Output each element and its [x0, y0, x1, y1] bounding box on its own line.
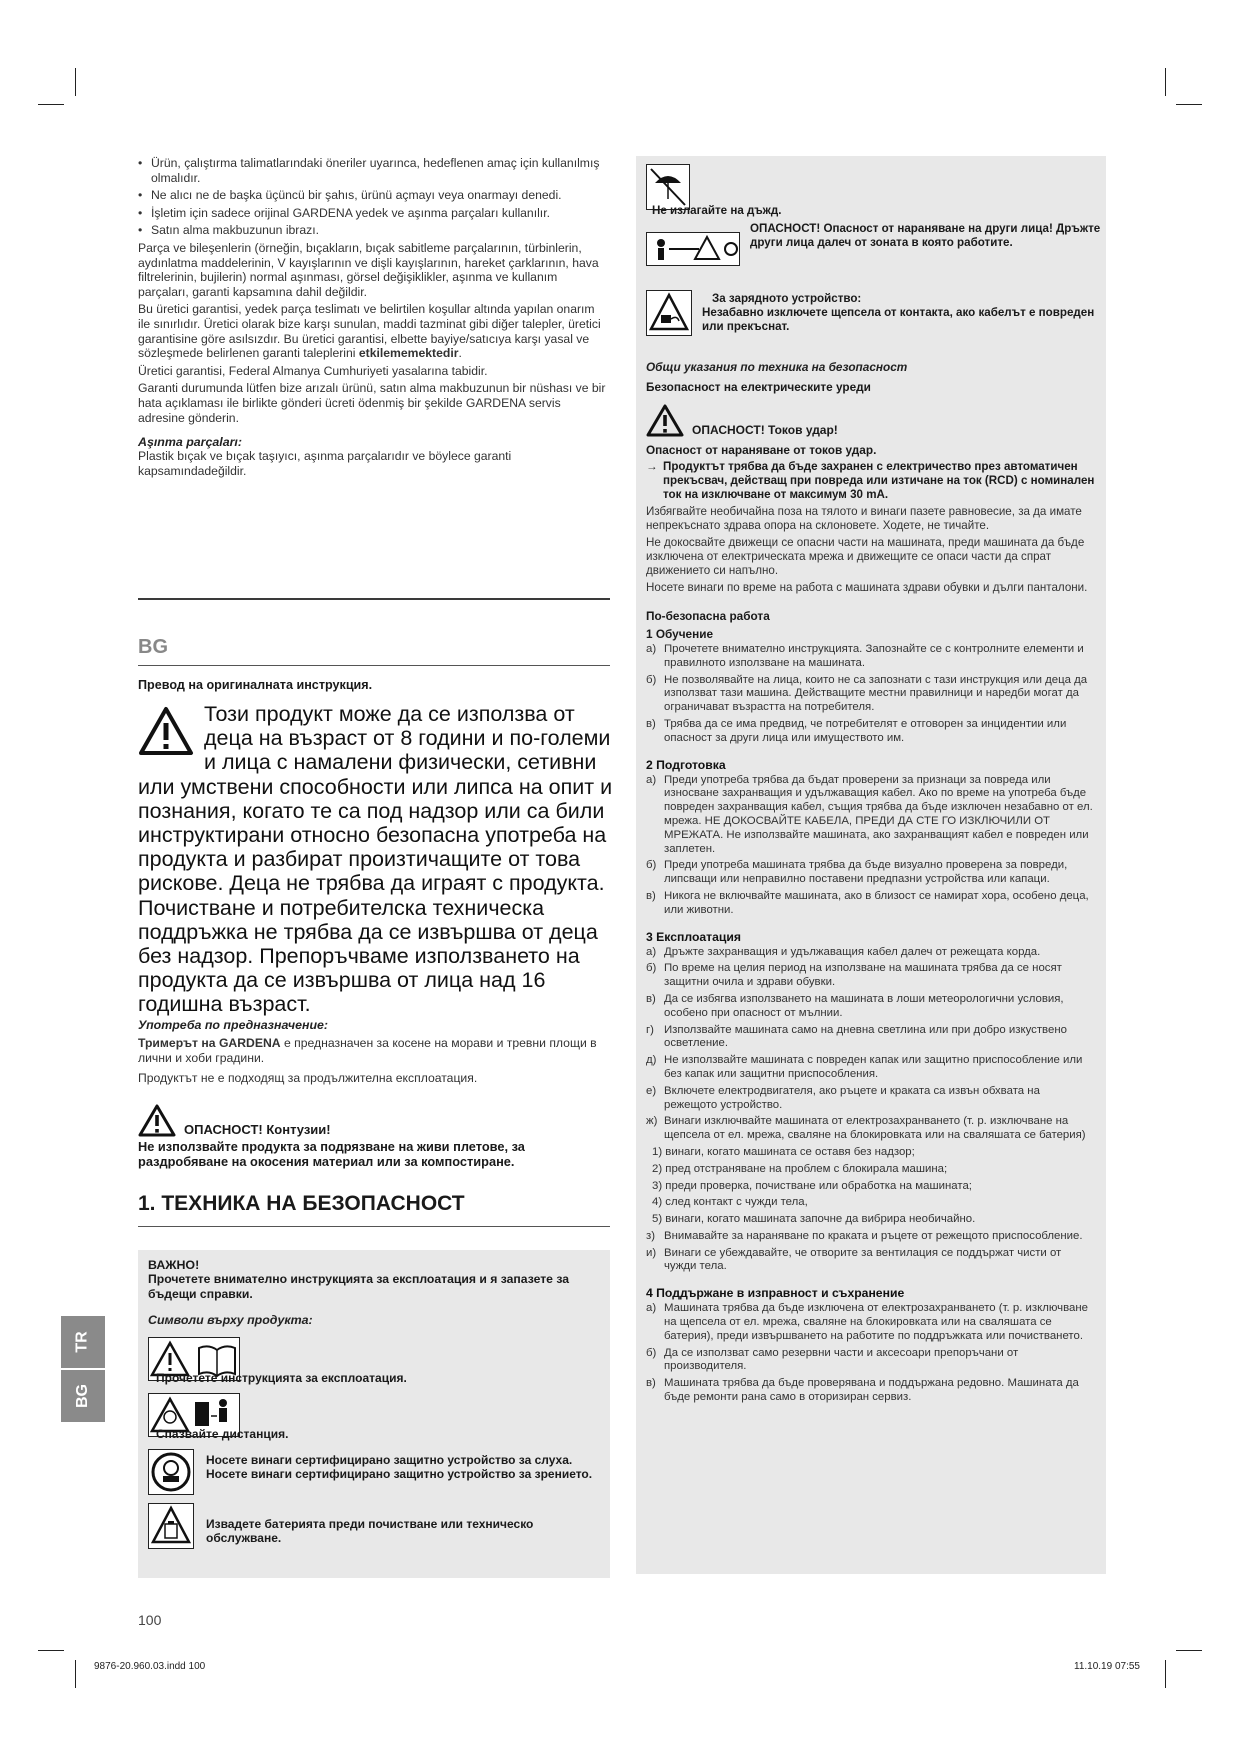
- divider: [138, 1226, 610, 1227]
- list-item: и) Винаги се убеждавайте, че отворите за вентилация се поддържат чисти от чужди тела.: [646, 1246, 1062, 1273]
- rain-symbol-row: Не излагайте на дъжд.: [646, 164, 1096, 216]
- list-item: • Ne alıcı ne de başka üçüncü bir şahıs, ürünü açmayı veya onarmayı denedi.: [138, 188, 610, 203]
- intended-use: Употреба по предназначение: Тримерът на GARDENA е предназначен за косене на морави и тревни площи в лични и хоби градини. Продуктът не е подходящ за продължителна експлоатация.: [138, 1018, 597, 1086]
- charger-row: За зарядното устройство: Незабавно изключете щепсела от контакта, ако кабелът е повреден или прекъснат.: [646, 288, 1096, 346]
- footer-file: 9876-20.960.03.indd 100: [94, 1661, 206, 1672]
- list-item: б) По време на целия период на използване на машината трябва да се носят защитни очила и здрави обувки.: [646, 962, 1062, 989]
- list-item: д) Не използвайте машината с повреден капак или защитно приспособление или без капак или защитни приспособления.: [646, 1054, 1083, 1080]
- symbol-row: Носете винаги сертифицирано защитно устройство за слуха. Носете винаги сертифицирано защитно устройство за зрението.: [148, 1449, 600, 1495]
- list-item: • Satın alma makbuzunun ibrazı.: [138, 223, 610, 238]
- preparation-list: [646, 774, 1096, 918]
- symbol-row: Извадете батерията преди почистване или техническо обслужване.: [148, 1503, 600, 1549]
- footer-date: 11.10.19 07:55: [1074, 1661, 1140, 1672]
- crop-mark: [38, 1650, 64, 1651]
- wear-parts-heading: Aşınma parçaları:: [138, 435, 242, 450]
- keep-others-away-icon: [646, 232, 740, 266]
- side-tab-tr: TR: [61, 1316, 105, 1368]
- crop-mark: [38, 104, 64, 105]
- left-column: [138, 156, 610, 478]
- training-list: [646, 643, 1096, 746]
- symbol-row: Спазвайте дистанция.: [148, 1393, 600, 1441]
- right-column: Не излагайте на дъжд. ОПАСНОСТ! Опасност от нараняване на други лица! Дръжте други лица далеч от зоната в която работите. За зарядното устройство: Незабавно изключете щепсела от контакта, ако кабелът е повреден или прекъснат. Общи указания по техника на безопасност Безопасност на електрическите уреди ОПАСНОСТ! Токов удар! Опасност от нараняване от токов удар. → Продуктът трябва да бъде захранен с електричество през автоматичен прекъсвач, действащ при повреда или изтичане на ток (RCD) с номинален ток на изключване от максимум 30 mA. Избягвайте необичайна поза на тялото и винаги пазете равновесие, за да имате непрекъснато здрава опора на склоновете. Ходете, не тичайте. Не докосвайте движещи се опасни части на машината, преди машината да бъде изключена от електрическата мрежа и движещите се опаси части да спрат движението си напълно. Носете винаги по време на работа с машината здрави обувки и дълги панталони. По-безопасна работа 1 Обучение а) Прочетете внимателно инструкцията. Запознайте се с контролните елементи и правилното използване на машината. б) Не позволявайте на лица, които не са запознати с тази инструкция или деца да използват тази машина. Действащите местни правилници и наредби могат да ограничават възрастта на потребителя. в) Трябва да се има предвид, че потребителят е отговорен за инцидентии или опасност за други лица или имуществото им. 2 Подготовка а) Преди употреба трябва да бъдат проверени за признаци за повреда или износване захранващия и удължаващия кабел. Ако по време на употреба бъде повреден захранващия кабел, същия трябва да бъде изключен незабавно от ел. мрежа. НЕ ДОКОСВАЙТЕ КАБЕЛА, ПРЕДИ ДА СТЕ ГО ИЗКЛЮЧИЛИ ОТ МРЕЖАТА. Не използвайте машината, ако захранващият кабел е повреден или заплетен. б) Преди употреба машината трябва да бъде визуално проверена за повреди, липсващи или неправилно поставени предпазни устройства или капаци. в) Никога не включвайте машината, ако в близост се намират хора, особено деца, или животни. 3 Експлоатация а) Дръжте захранващия и удължаващия кабел далеч от режещата корда. б) По време на целия период на използване на машината трябва да се носят защитни очила и здрави обувки. в) Да се избягва използването на машината в лоши метеорологични условия, особено при опасност от мълнии. г) Използвайте машината само на дневна светлина или при добро изкуствено осветление. д) Не използвайте машината с повреден капак или защитно приспособление или без капак или защитни приспособления. е) Включете електродвигателя, ако ръцете и краката са извън обхвата на режещото устройство. ж) Винаги изключвайте машината от електрозахранването (т. р. изключване на щепсела от ел. мрежа, сваляне на блокировката или на сваляшата се батерия) 1) винаги, когато машината се оставя без надзор; 2) пред отстраняване на проблем с блокирала машина; 3) преди проверка, почистване или обработка на машината; 4) след контакт с чужди тела, 5) винаги, когато машината започне да вибрира необичайно. з) Внимавайте за нараняване по краката и ръцете от режещото приспособление. и) Винаги се убеждавайте, че отворите за вентилация се поддържат чисти от чужди тела. 4 Поддържане в изправност и съхранение а) Машината трябва да бъде изключена от електрозахранването (т. р. изключване на щепсела от ел. мрежа, сваляне на блокировката или на сваляшата се батерия), преди извършването на работите по поддръжката или почистването. б) Да се използват само резервни части и аксесоари препоръчани от производителя. в) Машината трябва да бъде проверявана и поддържана редовно. Машината да бъде ремонти рана само в оторизиран сервиз.: [636, 156, 1106, 1574]
- list-item: 2) пред отстраняване на проблем с блокирала машина;: [652, 1162, 948, 1175]
- paragraph: Garanti durumunda lütfen bize arızalı ürünü, satın alma makbuzunun bir nüshası ve bir hata açıklaması ile birlikte gönderi ücreti ödenmiş bir şekilde GARDENA servis adresine gönderin.: [138, 381, 606, 425]
- side-tab-bg: BG: [61, 1370, 105, 1422]
- list-item: а) Преди употреба трябва да бъдат проверени за признаци за повреда или износване захранващия и удължаващия кабел. Ако по време на употреба бъде повреден захранващия кабел, същия трябва да бъде изключен незабавно от ел. мрежа. НЕ ДОКОСВАЙТЕ КАБЕЛА, ПРЕДИ ДА СТЕ ГО ИЗКЛЮЧИЛИ ОТ МРЕЖАТА. Не използвайте машината, ако захранващият кабел е повреден или заплетен.: [646, 773, 1093, 855]
- remove-battery-icon: [148, 1503, 194, 1549]
- list-item: в) Трябва да се има предвид, че потребителят е отговорен за инцидентии или опасност за други лица или имуществото им.: [646, 717, 1067, 744]
- list-item: з) Внимавайте за нараняване по краката и ръцете от режещото приспособление.: [646, 1229, 1083, 1242]
- paragraph: Parça ve bileşenlerin (örneğin, bıçakların, bıçak sabitleme parçalarının, türbinlerin, aydınlatma maddelerinin, V kayışlarının ve dişli kayışlarının, hareket çarklarının, hava filtrelerinin, bujilerin) normal aşınması, görsel değişiklikler, aşınma ve kullanım parçaları, garanti kapsamına dahil değildir.: [138, 240, 599, 299]
- list-item: е) Включете електродвигателя, ако ръцете и краката са извън обхвата на режещото устройство.: [646, 1084, 1040, 1111]
- arrow-icon: →: [646, 460, 658, 473]
- list-item: 3) преди проверка, почистване или обработка на машината;: [652, 1179, 972, 1192]
- list-item: ж) Винаги изключвайте машината от електрозахранването (т. р. изключване на щепсела от ел. мрежа, сваляне на блокировката или на сваляшата се батерия): [646, 1115, 1086, 1142]
- list-item: б) Не позволявайте на лица, които не са запознати с тази инструкция или деца да използват тази машина. Действащите местни правилници и наредби могат да ограничават възрастта на потребителя.: [646, 673, 1088, 714]
- warning-icon: [138, 706, 194, 756]
- divider: [138, 665, 610, 666]
- section-heading: 1. ТЕХНИКА НА БЕЗОПАСНОСТ: [138, 1192, 465, 1215]
- crop-mark: [1165, 1660, 1166, 1688]
- translation-note: Превод на оригиналната инструкция.: [138, 678, 373, 692]
- important-box: ВАЖНО! Прочетете внимателно инструкцията за експлоатация и я запазете за бъдещи справки. Символи върху продукта: Прочетете инструкцията за експлоатация. Спазвайте дистанция. Носете винаги сертифицирано защитно устройство за слуха. Носете винаги сертифицирано защитно устройство за зрението. Извадете батерията преди почистване или техническо обслужване.: [138, 1250, 610, 1578]
- child-warning: Този продукт може да се използва от деца на възраст от 8 години и по-големи и лица с намалени физически, сетивни или умствени способности или липса на опит и познания, когато те са под надзор или са били инструктирани относно безопасна употреба на продукта и разбират произтичащите от това рискове. Деца не трябва да играят с продукта. Почистване и потребителска техническа поддръжка не трябва да се извършва от деца без надзор. Препоръчваме използването на продукта да се извършва от лица над 16 годишна възраст.: [138, 702, 613, 1017]
- crop-mark: [75, 1660, 76, 1688]
- list-item: а) Прочетете внимателно инструкцията. Запознайте се с контролните елементи и правилното използване на машината.: [646, 643, 1084, 669]
- charger-warning-icon: [646, 290, 692, 336]
- danger-others-row: ОПАСНОСТ! Опасност от нараняване на други лица! Дръжте други лица далеч от зоната в която работите.: [646, 222, 1096, 278]
- crop-mark: [1176, 1650, 1202, 1651]
- shock-warning: ОПАСНОСТ! Токов удар!: [646, 404, 1096, 437]
- list-item: г) Използвайте машината само на дневна светлина или при добро изкуствено осветление.: [646, 1023, 1067, 1050]
- list-item: 5) винаги, когато машината започне да вибрира необичайно.: [652, 1213, 976, 1226]
- operation-tail-list: [646, 1230, 1096, 1274]
- language-label: BG: [138, 636, 168, 658]
- crop-mark: [75, 68, 76, 96]
- divider: [138, 598, 610, 600]
- list-item: • Ürün, çalıştırma talimatlarındaki öneriler uyarınca, hedeflenen amaç için kullanılmış olmalıdır.: [138, 156, 610, 185]
- list-item: в) Никога не включвайте машината, ако в близост се намират хора, особено деца, или животни.: [646, 889, 1089, 916]
- list-item: 4) след контакт с чужди тела,: [652, 1196, 808, 1209]
- warning-icon: [138, 1104, 176, 1137]
- injury-warning: ОПАСНОСТ! Контузии! Не използвайте продукта за подрязване на живи плетове, за раздробяване на окосения материал или за компостиране.: [138, 1104, 610, 1169]
- list-item: в) Машината трябва да бъде проверявана и поддържана редовно. Машината да бъде ремонти рана само в оторизиран сервиз.: [646, 1377, 1079, 1404]
- list-item: • İşletim için sadece orijinal GARDENA yedek ve aşınma parçaları kullanılır.: [138, 206, 610, 221]
- safer-work-heading: По-безопасна работа: [646, 609, 770, 623]
- paragraph: Plastik bıçak ve bıçak taşıyıcı, aşınma parçalarıdır ve böylece garanti kapsamındadeğildir.: [138, 449, 512, 478]
- paragraph: Bu üretici garantisi, yedek parça teslimatı ve belirtilen koşullar altında yapılan onarım ile sınırlıdır. Üretici olarak bize karşı sunulan, maddi tazminat gibi diğer talepler, üretici garantisine göre asılsızdır. Bu üretici garantisi, elbette bayiye/satıcıya karşı yasal ve sözleşmede belirlenen garanti taleplerini etkilememektedir.: [138, 302, 601, 361]
- operation-numbered-list: [646, 1146, 1096, 1227]
- general-safety-heading: Общи указания по техника на безопасност: [646, 360, 908, 374]
- list-item: а) Машината трябва да бъде изключена от електрозахранването (т. р. изключване на щепсела от ел. мрежа, сваляне на блокировката или на сваляшата се батерия), преди извършването на работите по поддръжката или почистването.: [646, 1302, 1088, 1342]
- warning-icon: [646, 404, 684, 437]
- ear-eye-protection-icon: [148, 1449, 194, 1495]
- crop-mark: [1176, 104, 1202, 105]
- list-item: в) Да се избягва използването на машината в лоши метеорологични условия, особено при опасност от мълнии.: [646, 992, 1064, 1019]
- rcd-note: → Продуктът трябва да бъде захранен с електричество през автоматичен прекъсвач, действащ при повреда или изтичане на ток (RCD) с номинален ток на изключване от максимум 30 mA.: [646, 460, 1095, 501]
- page-number: 100: [138, 1612, 162, 1628]
- operation-list: [646, 946, 1096, 1143]
- symbol-row: Прочетете инструкцията за експлоатация.: [148, 1337, 600, 1385]
- crop-mark: [1165, 68, 1166, 96]
- paragraph: Üretici garantisi, Federal Almanya Cumhuriyeti yasalarına tabidir.: [138, 363, 488, 378]
- list-item: 1) винаги, когато машината се оставя без надзор;: [652, 1145, 915, 1158]
- list-item: а) Дръжте захранващия и удължаващия кабел далеч от режещата корда.: [646, 945, 1041, 958]
- list-item: б) Преди употреба машината трябва да бъде визуално проверена за повреди, липсващи или неправилно поставени предпазни устройства или капаци.: [646, 859, 1068, 886]
- maintenance-list: [646, 1302, 1096, 1405]
- electrical-safety-heading: Безопасност на електрическите уреди: [646, 380, 871, 394]
- list-item: б) Да се използват само резервни части и аксесоари препоръчани от производителя.: [646, 1346, 1019, 1373]
